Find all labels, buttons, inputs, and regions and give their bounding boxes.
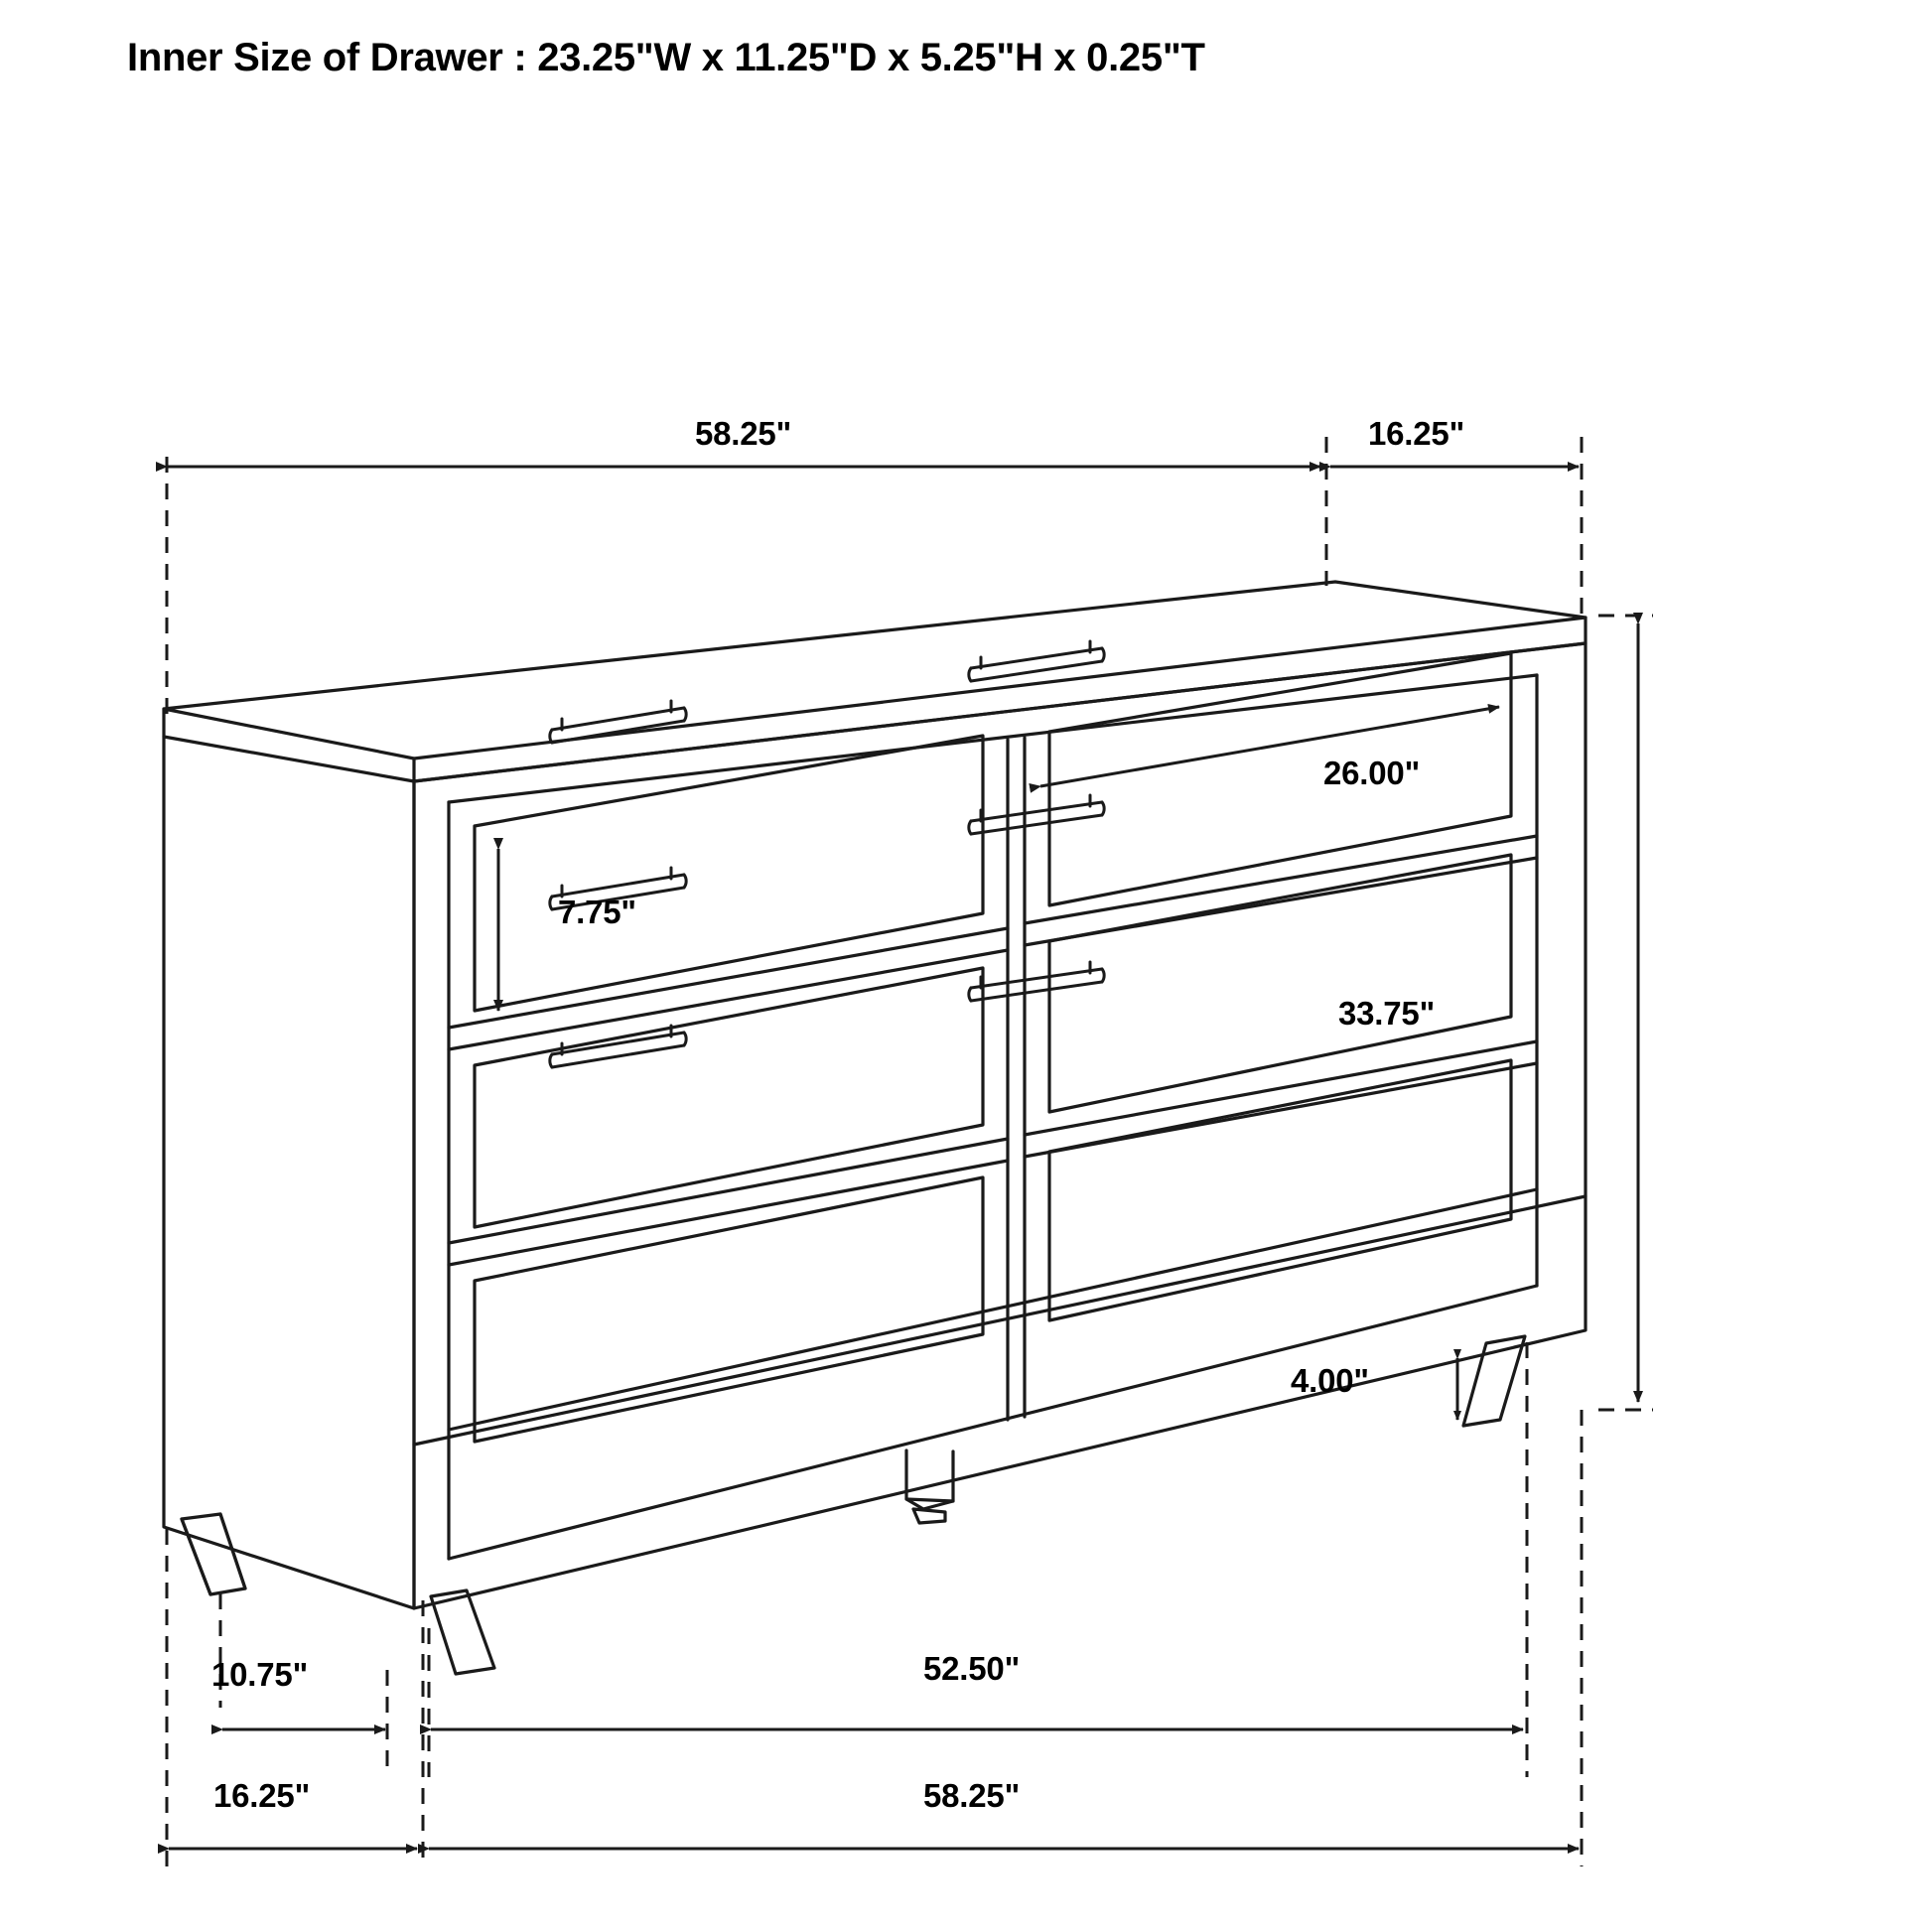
dim-label-leg-height: 4.00" <box>1291 1362 1369 1399</box>
dimension-lines <box>167 437 1653 1866</box>
dim-label-top-depth: 16.25" <box>1368 415 1465 452</box>
dim-label-top-width: 58.25" <box>695 415 792 452</box>
dim-label-drawer-width: 26.00" <box>1323 755 1421 791</box>
dresser-body <box>164 582 1586 1674</box>
dim-label-foot-depth: 10.75" <box>211 1656 309 1693</box>
dim-label-base-inner-width: 52.50" <box>923 1650 1021 1687</box>
dim-label-base-depth: 16.25" <box>213 1777 311 1814</box>
page-title: Inner Size of Drawer : 23.25"W x 11.25"D x 5.25"H x 0.25"T <box>127 36 1205 79</box>
dim-label-drawer-height: 7.75" <box>558 894 636 930</box>
dim-label-base-width: 58.25" <box>923 1777 1021 1814</box>
dim-label-overall-height: 33.75" <box>1338 995 1436 1032</box>
dim-drawer-width <box>1040 707 1499 786</box>
